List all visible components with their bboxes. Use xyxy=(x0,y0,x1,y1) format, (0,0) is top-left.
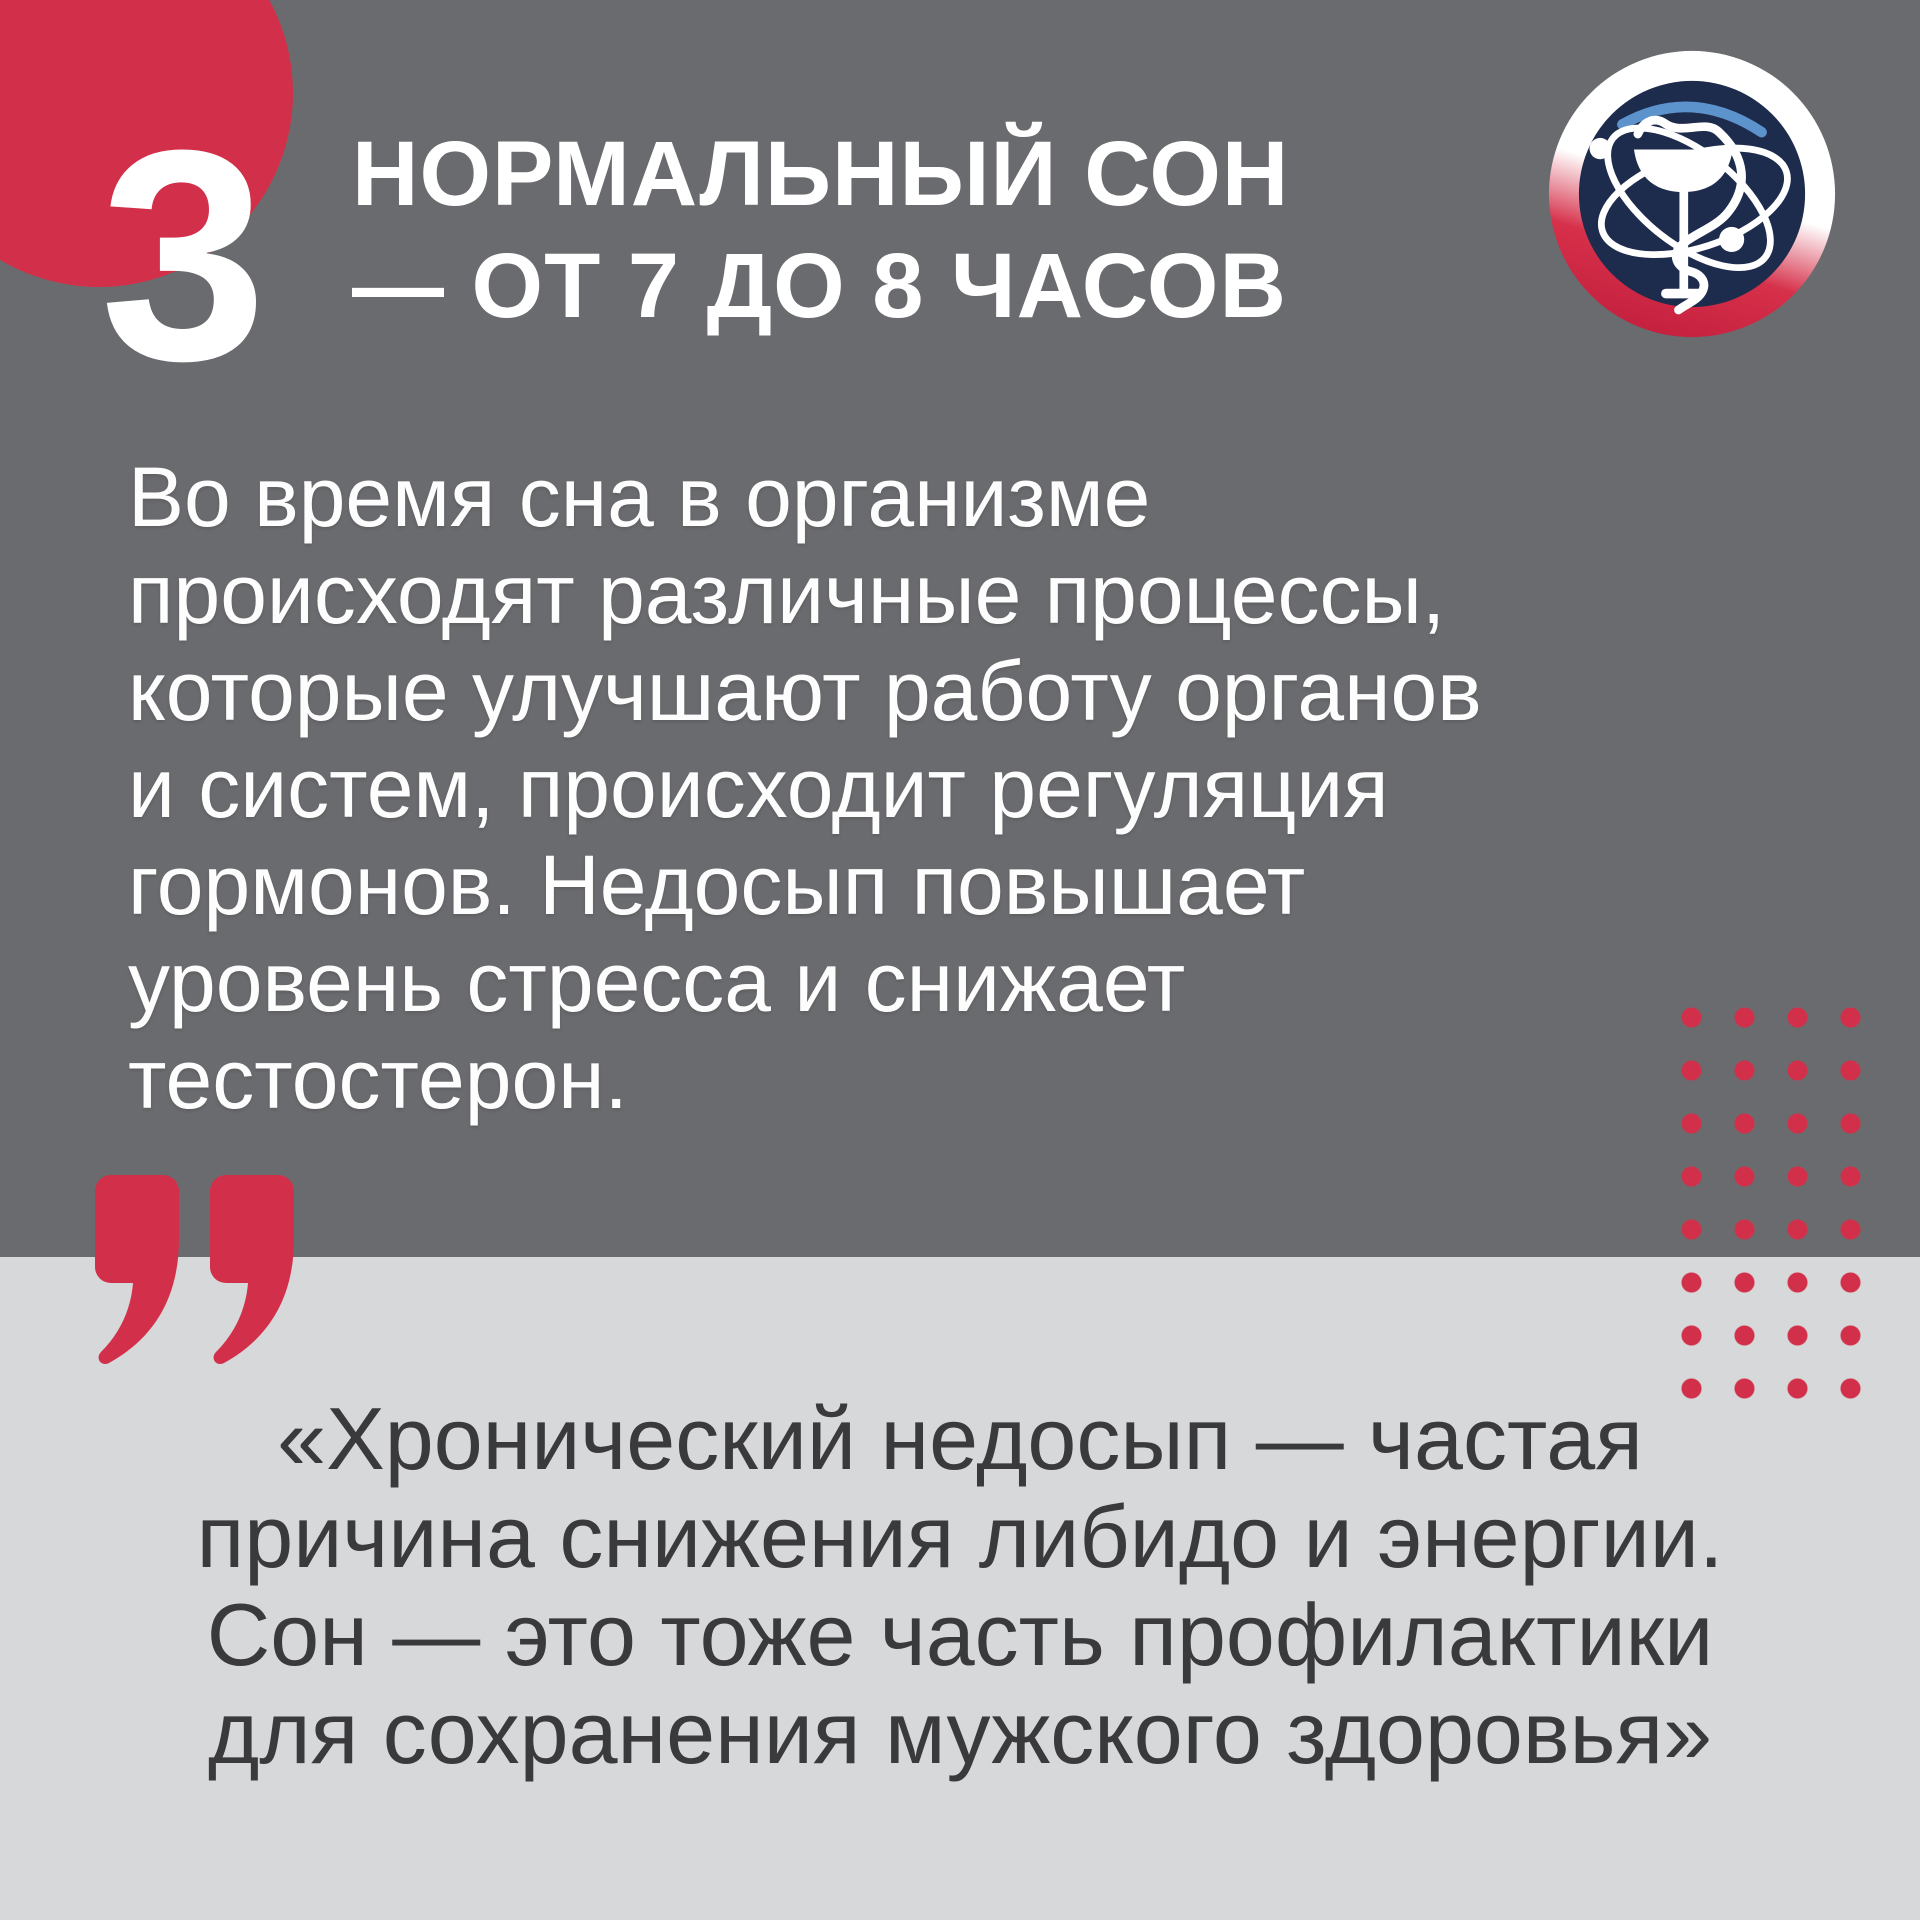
quotation-mark-icon xyxy=(95,1175,310,1370)
body-line: тестостерон. xyxy=(128,1032,628,1126)
body-paragraph xyxy=(128,449,1688,1128)
quote-line: причина снижения либидо и энергии. xyxy=(196,1487,1724,1586)
title-line-2: — ОТ 7 ДО 8 ЧАСОВ xyxy=(352,235,1287,337)
body-line: происходят различные процессы, xyxy=(128,547,1446,641)
body-line: Во время сна в организме xyxy=(128,450,1151,544)
body-line: и систем, происходит регуляция xyxy=(128,741,1389,835)
quote-line: «Хронический недосып — частая xyxy=(277,1389,1643,1488)
slide-number: 3 xyxy=(100,87,267,423)
quote-paragraph xyxy=(60,1390,1860,1782)
body-line: которые улучшают работу органов xyxy=(128,644,1482,738)
medical-atom-logo-icon xyxy=(1547,49,1837,339)
page-title xyxy=(352,118,1552,342)
body-line: гормонов. Недосып повышает xyxy=(128,838,1306,932)
quote-line: Сон — это тоже часть профилактики xyxy=(206,1585,1714,1684)
title-line-1: НОРМАЛЬНЫЙ СОН xyxy=(352,123,1290,225)
body-line: уровень стресса и снижает xyxy=(128,935,1186,1029)
dot-grid-decoration xyxy=(1665,991,1877,1415)
quote-line: для сохранения мужского здоровья» xyxy=(207,1683,1713,1782)
